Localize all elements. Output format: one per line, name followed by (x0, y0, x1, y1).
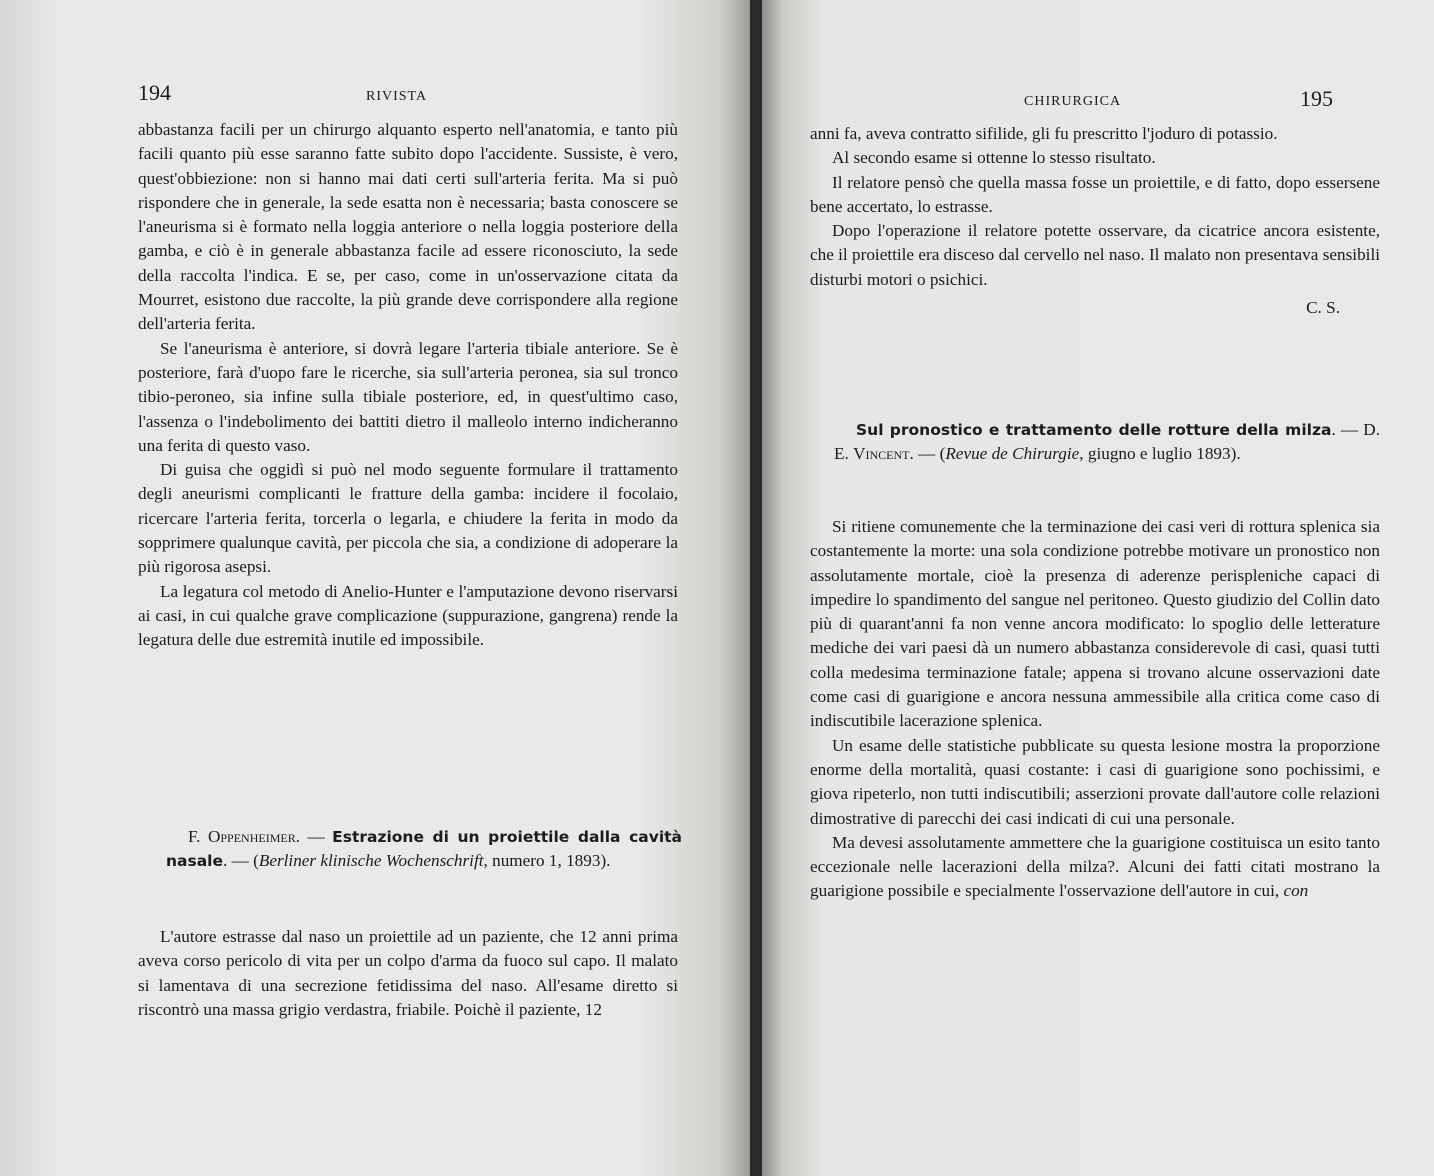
book-gutter (750, 0, 762, 1176)
article-author: Vincent. (853, 444, 914, 464)
paragraph: Dopo l'operazione il relatore potette osservare, da cicatrice ancora esistente, che il proiettile era disceso dal cervello nel naso. Il malato non presentava sensibili disturbi motori o psichici. (810, 221, 1380, 289)
article-author: F. Oppenheimer. (188, 827, 300, 846)
paragraph: anni fa, aveva contratto sifilide, gli fu prescritto l'joduro di potassio. (810, 124, 1278, 143)
running-head-left: RIVISTA (366, 89, 428, 104)
article-source: Revue de Chirurgie (945, 444, 1080, 464)
separator: — (300, 827, 333, 846)
paragraph: Si ritiene comunemente che la terminazione dei casi veri di rottura splenica sia costantemente la morte: una sola condizione potrebbe motivare un pronostico non assolutamente mortale, cioè la presenza di aderenze perispleniche capaci di impedire lo spandimento del sangue nel peritoneo. Questo giudizio del Collin dato più di quarant'anni fa non venne ancora modificato: lo spoglio delle letterature mediche dei vari paesi dà un numero abbastanza considerevole di casi, quasi tutti colla medesima terminazione fatale; appena si trovano alcune osservazioni date come casi di guarigione e ancora nessuna ammessibile alla critica come caso di indiscutibile lacerazione splenica. (810, 517, 1380, 731)
paragraph: Se l'aneurisma è anteriore, si dovrà legare l'arteria tibiale anteriore. Se è posteriore, farà d'uopo fare le ricerche, sia sull'arteria peronea, sia sul tronco tibio-peroneo, sia infine sulla tibiale posteriore, ed, in quest'ultimo caso, l'assenza o l'indebolimento dei battiti dietro il malleolo interno indicheranno una ferita di questo vaso. (138, 338, 678, 455)
separator: . — D. E. (834, 420, 1381, 464)
right-body-bottom (810, 515, 1380, 904)
article-title: Estrazione di un proiettile dalla cavità nasale (166, 828, 683, 871)
separator: — ( (913, 444, 946, 464)
paragraph: abbastanza facili per un chirurgo alquanto esperto nell'anatomia, e tanto più facili quanto più esse saranno fatte subito dopo l'accidente. Sussiste, è vero, quest'obbiezione: non si hanno mai dati certi sull'arteria ferita. Ma si può rispondere che in generale, la sede esatta non è necessaria; basta conoscere se l'aneurisma si è formato nella loggia anteriore o nella loggia posteriore della gamba, e ciò è in generale abbastanza facile ad essere riconosciuto, la sede della raccolta l'indica. E se, per caso, come in un'osservazione citata da Mourret, esistono due raccolte, la più grande deve corrispondere alla regione dell'arteria ferita. (138, 120, 678, 334)
left-article-heading (142, 825, 682, 874)
article-citation: , numero 1, 1893). (483, 851, 611, 871)
page-number-left: 194 (138, 80, 171, 105)
signature: C. S. (1306, 298, 1340, 318)
left-body-bottom (138, 925, 678, 1022)
paragraph: La legatura col metodo di Anelio-Hunter e l'amputazione devono riservarsi ai casi, in cui qualche grave complicazione (suppurazione, gangrena) rende la legatura delle due estremità inutile ed impossibile. (138, 581, 678, 650)
right-body-top (810, 122, 1380, 320)
running-head-right: CHIRURGICA (1024, 94, 1122, 109)
paragraph (810, 831, 1380, 904)
last-word: con (1283, 881, 1309, 901)
right-page (762, 0, 1434, 1176)
page-number-right: 195 (1300, 86, 1333, 111)
separator: . — ( (223, 851, 259, 871)
paragraph: Un esame delle statistiche pubblicate su questa lesione mostra la proporzione enorme della mortalità, quasi costante: i casi di guarigione sono pochissimi, e giova ripeterlo, non tutti indiscutibili; asserzioni provate dall'autore colle relazioni dimostrative di parecchi dei casi indicati di cui una personale. (810, 735, 1380, 828)
right-article-heading (810, 418, 1380, 467)
article-citation: , giugno e luglio 1893). (1079, 444, 1241, 464)
paragraph: Di guisa che oggidì si può nel modo seguente formulare il trattamento degli aneurismi complicanti le fratture della gamba: incidere il focolaio, ricercare l'arteria ferita, torcerla o legarla, e chiudere la ferita in modo da sopprimere qualunque cavità, per piccola che sia, a condizione di adoperare la più rigorosa asepsi. (138, 460, 678, 577)
article-title: Sul pronostico e trattamento delle rotture della milza (856, 421, 1332, 439)
paragraph: L'autore estrasse dal naso un proiettile ad un paziente, che 12 anni prima aveva corso pericolo di vita per un colpo d'arma da fuoco sul capo. Il malato si lamentava di una secrezione fetidissima del naso. All'esame diretto si riscontrò una massa grigio verdastra, friabile. Poichè il paziente, 12 (138, 927, 678, 1019)
paragraph: Il relatore pensò che quella massa fosse un proiettile, e di fatto, dopo essersene bene accertato, lo estrasse. (810, 172, 1380, 216)
paragraph: Al secondo esame si ottenne lo stesso risultato. (832, 148, 1156, 168)
paragraph-text: Ma devesi assolutamente ammettere che la guarigione costituisca un esito tanto eccezionale nelle lacerazioni della milza?. Alcuni dei fatti citati mostrano la guarigione possibile e specialmente l'osservazione dell'autore in cui, (810, 832, 1380, 901)
article-source: Berliner klinische Wochenschrift (258, 851, 484, 871)
left-body-top (138, 118, 678, 653)
